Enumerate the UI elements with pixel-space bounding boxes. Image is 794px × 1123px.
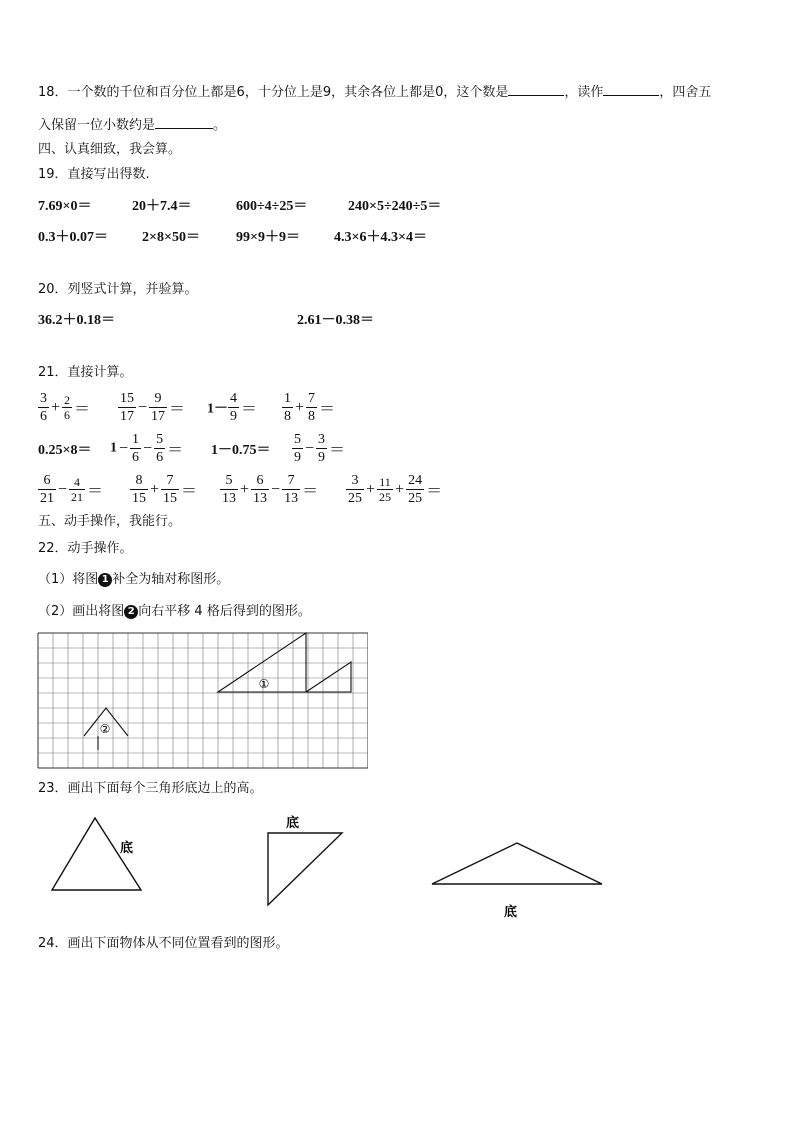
base-label-1: 底 xyxy=(120,841,134,856)
q18-text-a: 18．一个数的千位和百分位上都是6，十分位上是9，其余各位上都是0，这个数是 xyxy=(38,85,509,100)
q21-r2-d: $\frac{5}{9}$ − $\frac{3}{9}$ ＝ xyxy=(294,432,346,465)
section-5-heading: 五、动手操作，我能行。 xyxy=(38,514,182,529)
q23-title: 23．画出下面每个三角形底边上的高。 xyxy=(38,781,263,796)
q21-r3-b: $\frac{8}{15}$ + $\frac{7}{15}$ ＝ xyxy=(132,473,198,506)
q20-item-1: 36.2＋0.18＝ xyxy=(38,313,115,328)
q19-title: 19．直接写出得数. xyxy=(38,167,150,182)
q20-title: 20．列竖式计算，并验算。 xyxy=(38,282,198,297)
fraction: $\frac{6}{21}$ xyxy=(40,473,54,506)
q22-sub1: （1）将图 1 补全为轴对称图形。 xyxy=(38,572,230,587)
fraction: $\frac{7}{15}$ xyxy=(163,473,178,506)
fraction: $\frac{6}{13}$ xyxy=(253,473,268,506)
base-label-2: 底 xyxy=(286,816,300,831)
q19-item-5: 0.3＋0.07＝ xyxy=(38,230,108,245)
q19-item-4: 240×5÷240÷5＝ xyxy=(348,199,442,214)
q22-sub2: （2）画出将图 2 向右平移 4 格后得到的图形。 xyxy=(38,604,311,619)
fraction: $\frac{24}{25}$ xyxy=(408,473,423,506)
q18-line2 xyxy=(38,116,226,135)
q18-blank-number[interactable] xyxy=(508,83,564,96)
q21-r3-a: $\frac{6}{21}$ − $\frac{4}{21}$ ＝ xyxy=(40,473,104,506)
q18-blank-rounded[interactable] xyxy=(155,116,213,129)
grid-lines xyxy=(38,633,368,768)
triangles-area[interactable] xyxy=(40,805,620,920)
q18-text-d: 入保留一位小数约是 xyxy=(38,118,156,133)
q18-blank-reading[interactable] xyxy=(603,83,659,96)
q19-item-3: 600÷4÷25＝ xyxy=(236,199,308,214)
fraction: $\frac{3}{25}$ xyxy=(348,473,362,506)
fraction: $\frac{4}{21}$ xyxy=(71,475,84,504)
q18-line1 xyxy=(38,83,711,102)
figure-2-label: ② xyxy=(99,722,111,736)
q19-item-7: 99×9＋9＝ xyxy=(236,230,300,245)
q19-item-8: 4.3×6＋4.3×4＝ xyxy=(334,230,427,245)
q22-title: 22．动手操作。 xyxy=(38,541,133,556)
q21-title: 21．直接计算。 xyxy=(38,365,133,380)
q21-r3-d: $\frac{3}{25}$ + $\frac{11}{25}$ + $\frac{24}{25}$ ＝ xyxy=(348,473,443,506)
q18-text-e: 。 xyxy=(213,118,227,133)
q19-item-6: 2×8×50＝ xyxy=(142,230,200,245)
fraction: $\frac{15}{17}$ xyxy=(120,391,134,424)
fraction: $\frac{1}{6}$ xyxy=(132,432,140,465)
q21-r2-b: 1 − $\frac{1}{6}$ − $\frac{5}{6}$ ＝ xyxy=(110,432,184,465)
fraction: $\frac{9}{17}$ xyxy=(151,391,166,424)
triangle-2 xyxy=(268,833,342,905)
fraction: $\frac{4}{9}$ xyxy=(230,391,237,424)
q18-text-b: ，读作 xyxy=(564,85,604,100)
fraction: $\frac{7}{13}$ xyxy=(284,473,299,506)
fraction: $\frac{5}{9}$ xyxy=(294,432,301,465)
triangle-3 xyxy=(432,843,602,884)
fraction: $\frac{5}{6}$ xyxy=(156,432,164,465)
q21-r3-c: $\frac{5}{13}$ + $\frac{6}{13}$ − $\frac{7}{13}$ ＝ xyxy=(222,473,319,506)
q21-r1-c: 1－ $\frac{4}{9}$ ＝ xyxy=(207,391,258,424)
fraction: $\frac{5}{13}$ xyxy=(222,473,236,506)
figure-1-label: ① xyxy=(258,677,270,691)
fraction: $\frac{3}{6}$ xyxy=(40,391,47,424)
q21-r2-a: 0.25×8＝ xyxy=(38,443,92,458)
circled-number: 2 xyxy=(124,605,138,619)
fraction: $\frac{1}{8}$ xyxy=(284,391,291,424)
fraction: $\frac{7}{8}$ xyxy=(308,391,316,424)
fraction: $\frac{11}{25}$ xyxy=(379,475,392,504)
q21-r1-b: $\frac{15}{17}$ − $\frac{9}{17}$ ＝ xyxy=(120,391,186,424)
fraction: $\frac{2}{6}$ xyxy=(64,393,71,422)
fraction: $\frac{3}{9}$ xyxy=(318,432,326,465)
q24-title: 24．画出下面物体从不同位置看到的图形。 xyxy=(38,936,289,951)
q19-item-1: 7.69×0＝ xyxy=(38,199,92,214)
grid-drawing-area[interactable] xyxy=(36,630,368,770)
q20-item-2: 2.61－0.38＝ xyxy=(297,313,374,328)
q19-item-2: 20＋7.4＝ xyxy=(132,199,192,214)
fraction: $\frac{8}{15}$ xyxy=(132,473,146,506)
circled-number: 1 xyxy=(98,573,112,587)
figure-1-part-shape xyxy=(306,662,351,692)
base-label-3: 底 xyxy=(504,905,518,920)
q21-r1-d: $\frac{1}{8}$ + $\frac{7}{8}$ ＝ xyxy=(284,391,336,424)
section-4-heading: 四、认真细致，我会算。 xyxy=(38,142,182,157)
q18-text-c: ，四舍五 xyxy=(659,85,712,100)
q21-r1-a: $\frac{3}{6}$ + $\frac{2}{6}$ ＝ xyxy=(40,391,91,424)
q21-r2-c: 1－0.75＝ xyxy=(211,443,271,458)
